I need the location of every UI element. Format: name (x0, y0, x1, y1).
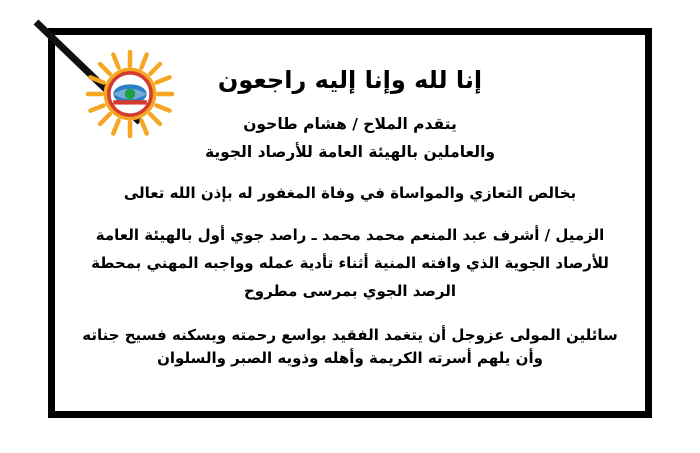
prayer-line-1: سائلين المولى عزوجل أن يتغمد الفقيد بواسع رحمته ويسكنه فسيح جناته (82, 326, 618, 345)
condolence-statement: بخالص التعازي والمواساة في وفاة المغفور له بإذن الله تعالى (123, 184, 577, 203)
deceased-line-3: الرصد الجوي بمرسى مطروح (244, 282, 456, 301)
presenter-line-2: والعاملين بالهيئة العامة للأرصاد الجوية (204, 143, 496, 162)
prayer-line-2: وأن يلهم أسرته الكريمة وأهله وذويه الصبر والسلوان (157, 349, 543, 368)
egyptian-meteorological-authority-logo-icon (86, 50, 174, 138)
deceased-line-1: الزميل / أشرف عبد المنعم محمد محمد ـ راصد جوي أول بالهيئة العامة (95, 226, 605, 245)
deceased-line-2: للأرصاد الجوية الذي وافته المنية أثناء تأدية عمله وواجبه المهني بمحطة (91, 254, 609, 273)
presenter-line-1: يتقدم الملاح / هشام طاحون (243, 115, 457, 133)
page-title: إنا لله وإنا إليه راجعون (217, 66, 483, 94)
notice-content (48, 28, 652, 418)
